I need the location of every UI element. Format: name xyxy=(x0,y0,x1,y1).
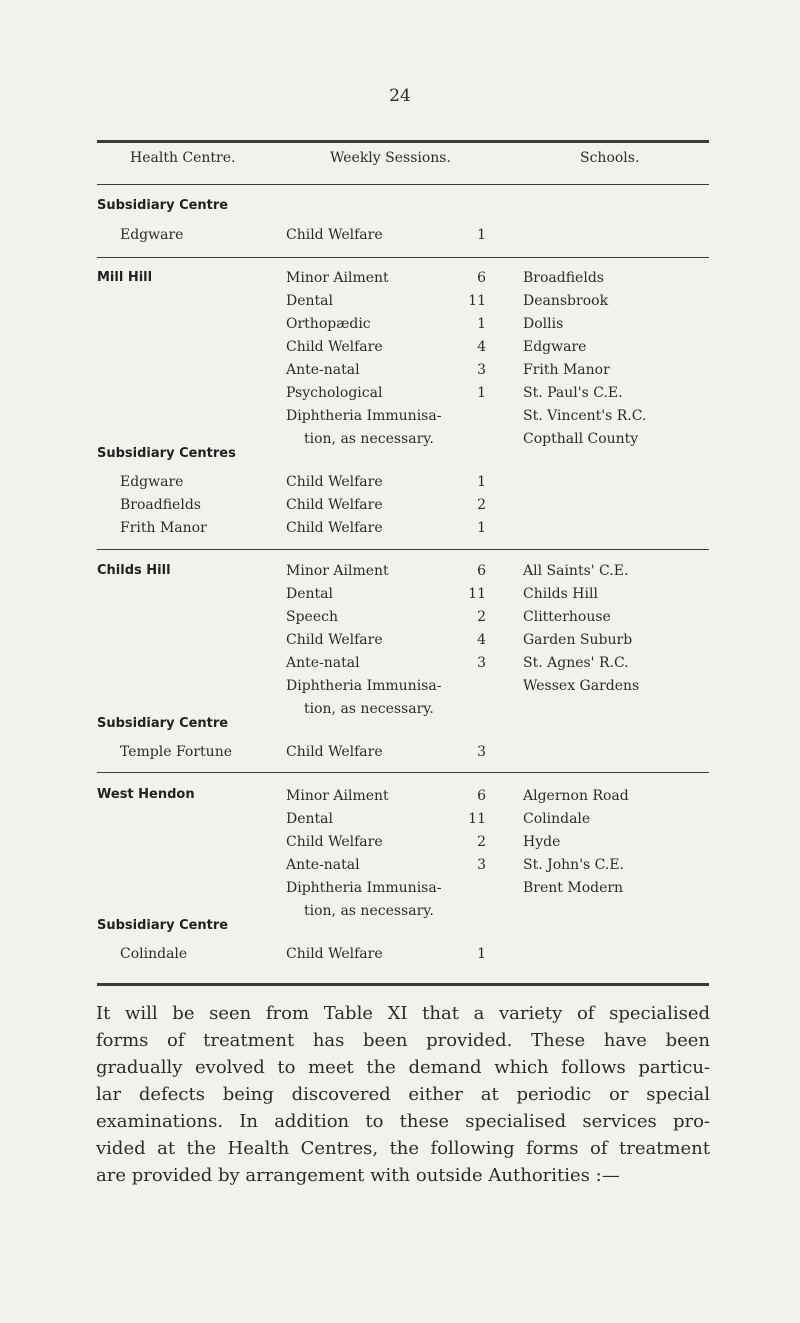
centre-cell: Temple Fortune xyxy=(120,744,232,760)
session-cell: Child Welfare xyxy=(286,497,383,513)
count-cell: 3 xyxy=(477,655,486,671)
paragraph-line: gradually evolved to meet the demand which follows particu- xyxy=(96,1057,710,1078)
body-paragraph xyxy=(96,1000,710,1189)
school-cell: Frith Manor xyxy=(523,362,610,378)
subsidiary-label: Subsidiary Centres xyxy=(97,446,236,461)
table-row xyxy=(0,474,800,498)
paragraph-line: examinations. In addition to these specialised services pro- xyxy=(96,1111,710,1132)
school-cell: St. Paul's C.E. xyxy=(523,385,623,401)
table-row xyxy=(0,385,800,409)
paragraph-line: vided at the Health Centres, the following forms of treatment xyxy=(96,1138,710,1159)
session-cell: Child Welfare xyxy=(286,227,383,243)
count-cell: 11 xyxy=(468,586,486,602)
table-row xyxy=(0,857,800,881)
session-cell: Orthopædic xyxy=(286,316,371,332)
school-cell: All Saints' C.E. xyxy=(523,563,629,579)
school-cell: St. Vincent's R.C. xyxy=(523,408,647,424)
count-cell: 2 xyxy=(477,834,486,850)
count-cell: 6 xyxy=(477,270,486,286)
table-row xyxy=(0,362,800,386)
paragraph-line: forms of treatment has been provided. These have been xyxy=(96,1030,710,1051)
table-row xyxy=(0,834,800,858)
session-cell: Child Welfare xyxy=(286,474,383,490)
section-rule xyxy=(97,549,709,550)
school-cell: Garden Suburb xyxy=(523,632,633,648)
table-row xyxy=(0,227,800,251)
school-cell: Deansbrook xyxy=(523,293,609,309)
count-cell: 6 xyxy=(477,563,486,579)
school-cell: Brent Modern xyxy=(523,880,624,896)
session-cell: Minor Ailment xyxy=(286,788,389,804)
school-cell: St. Agnes' R.C. xyxy=(523,655,629,671)
table-row xyxy=(0,678,800,702)
table-row xyxy=(0,408,800,432)
table-row xyxy=(0,609,800,633)
section-label: Subsidiary Centre xyxy=(97,198,229,213)
session-cell: Diphtheria Immunisa- xyxy=(286,880,442,896)
count-cell: 1 xyxy=(477,474,486,490)
session-cell: Psychological xyxy=(286,385,383,401)
session-cell: Dental xyxy=(286,293,333,309)
table-row xyxy=(0,270,800,294)
table-row xyxy=(0,497,800,521)
count-cell: 3 xyxy=(477,362,486,378)
section-rule xyxy=(97,257,709,258)
count-cell: 1 xyxy=(477,227,486,243)
table-row xyxy=(0,293,800,317)
session-cell: Child Welfare xyxy=(286,339,383,355)
table-row xyxy=(0,632,800,656)
school-cell: Edgware xyxy=(523,339,587,355)
count-cell: 1 xyxy=(477,385,486,401)
table-row xyxy=(0,655,800,679)
centre-cell: Edgware xyxy=(120,227,184,243)
subsidiary-label: Subsidiary Centre xyxy=(97,716,229,731)
header-schools: Schools. xyxy=(580,150,640,166)
centre-cell: Broadfields xyxy=(120,497,201,513)
session-cell: tion, as necessary. xyxy=(304,431,434,447)
table-row xyxy=(0,744,800,768)
session-cell: Minor Ailment xyxy=(286,563,389,579)
table-row xyxy=(0,563,800,587)
session-cell: tion, as necessary. xyxy=(304,701,434,717)
table-row xyxy=(0,339,800,363)
school-cell: Clitterhouse xyxy=(523,609,611,625)
centre-cell: Edgware xyxy=(120,474,184,490)
subsidiary-label: Subsidiary Centre xyxy=(97,918,229,933)
school-cell: Childs Hill xyxy=(523,586,598,602)
count-cell: 1 xyxy=(477,520,486,536)
count-cell: 3 xyxy=(477,744,486,760)
session-cell: Ante-natal xyxy=(286,655,360,671)
school-cell: Algernon Road xyxy=(523,788,629,804)
session-cell: Child Welfare xyxy=(286,946,383,962)
top-rule xyxy=(97,140,709,143)
page-number: 24 xyxy=(389,86,411,106)
section-label-mill-hill: Mill Hill xyxy=(97,270,153,285)
school-cell: Dollis xyxy=(523,316,564,332)
school-cell: Wessex Gardens xyxy=(523,678,640,694)
table-row xyxy=(0,811,800,835)
session-cell: Child Welfare xyxy=(286,632,383,648)
table-row xyxy=(0,586,800,610)
header-rule xyxy=(97,184,709,185)
count-cell: 4 xyxy=(477,632,486,648)
count-cell: 2 xyxy=(477,609,486,625)
session-cell: Child Welfare xyxy=(286,520,383,536)
table-row xyxy=(0,520,800,544)
session-cell: Ante-natal xyxy=(286,857,360,873)
session-cell: Diphtheria Immunisa- xyxy=(286,678,442,694)
table-row xyxy=(0,880,800,904)
school-cell: Hyde xyxy=(523,834,561,850)
table-row xyxy=(0,788,800,812)
count-cell: 1 xyxy=(477,946,486,962)
header-weekly-sessions: Weekly Sessions. xyxy=(330,150,451,166)
section-rule xyxy=(97,772,709,773)
session-cell: Child Welfare xyxy=(286,834,383,850)
count-cell: 3 xyxy=(477,857,486,873)
centre-cell: Frith Manor xyxy=(120,520,207,536)
table-row xyxy=(0,316,800,340)
section-label-west-hendon: West Hendon xyxy=(97,787,195,802)
count-cell: 11 xyxy=(468,811,486,827)
count-cell: 6 xyxy=(477,788,486,804)
table-row xyxy=(0,946,800,970)
section-label-childs-hill: Childs Hill xyxy=(97,563,171,578)
bottom-rule xyxy=(97,983,709,986)
session-cell: Speech xyxy=(286,609,338,625)
session-cell: Child Welfare xyxy=(286,744,383,760)
centre-cell: Colindale xyxy=(120,946,188,962)
school-cell: St. John's C.E. xyxy=(523,857,625,873)
paragraph-line: are provided by arrangement with outside Authorities :— xyxy=(96,1165,620,1186)
paragraph-line: It will be seen from Table XI that a variety of specialised xyxy=(96,1003,710,1024)
count-cell: 4 xyxy=(477,339,486,355)
count-cell: 11 xyxy=(468,293,486,309)
school-cell: Colindale xyxy=(523,811,591,827)
paragraph-line: lar defects being discovered either at periodic or special xyxy=(96,1084,710,1105)
session-cell: tion, as necessary. xyxy=(304,903,434,919)
count-cell: 1 xyxy=(477,316,486,332)
session-cell: Diphtheria Immunisa- xyxy=(286,408,442,424)
session-cell: Dental xyxy=(286,586,333,602)
session-cell: Minor Ailment xyxy=(286,270,389,286)
header-health-centre: Health Centre. xyxy=(130,150,236,166)
session-cell: Dental xyxy=(286,811,333,827)
school-cell: Broadfields xyxy=(523,270,604,286)
count-cell: 2 xyxy=(477,497,486,513)
school-cell: Copthall County xyxy=(523,431,639,447)
session-cell: Ante-natal xyxy=(286,362,360,378)
